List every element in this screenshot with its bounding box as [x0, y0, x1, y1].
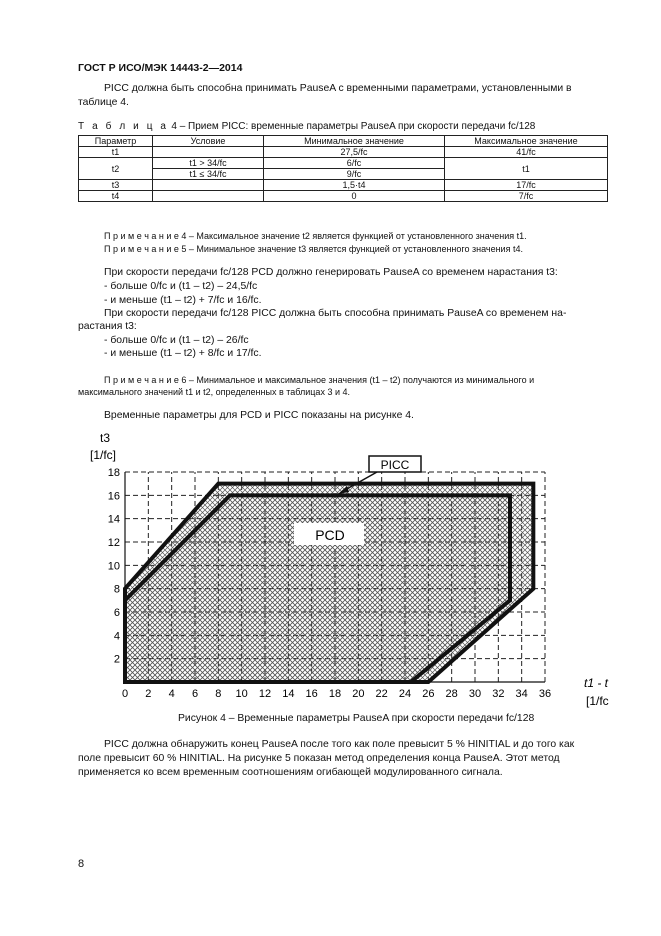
- figure-4-chart: [0, 420, 661, 720]
- cell-max: 7/fc: [445, 191, 608, 202]
- cell-cond: [153, 180, 264, 191]
- cell-min: 6/fc: [264, 158, 445, 169]
- cell-min: 27,5/fc: [264, 147, 445, 158]
- cell-max: 17/fc: [445, 180, 608, 191]
- note-5-label: П р и м е ч а н и е: [104, 244, 179, 254]
- header-param: Параметр: [79, 136, 153, 147]
- x-tick-label: 8: [215, 688, 222, 700]
- cell-param: t3: [79, 180, 153, 191]
- x-tick-label: 26: [422, 688, 435, 700]
- cell-param: t2: [79, 158, 153, 180]
- table-row: [79, 180, 608, 191]
- y-tick-label: 4: [113, 630, 120, 643]
- y-tick-label: 16: [107, 490, 120, 503]
- picc-line-2: растания t3:: [78, 321, 137, 332]
- cell-min: 9/fc: [264, 169, 445, 180]
- intro-line-2: таблице 4.: [78, 97, 129, 108]
- cell-cond: t1 ≤ 34/fc: [153, 169, 264, 180]
- cell-param: t1: [79, 147, 153, 158]
- page-number: 8: [78, 858, 85, 870]
- x-tick-label: 20: [352, 688, 365, 700]
- note-6-line-2: максимального значений t1 и t2, определенных в таблицах 3 и 4.: [78, 387, 350, 397]
- cell-max: t1: [445, 158, 608, 180]
- cell-cond: [153, 147, 264, 158]
- x-tick-label: 34: [515, 688, 528, 700]
- picc-bullet-2: - и меньше (t1 – t2) + 8/fc и 17/fc.: [104, 348, 262, 359]
- x-tick-label: 30: [468, 688, 482, 700]
- x-tick-label: 6: [191, 688, 199, 700]
- x-tick-label: 10: [235, 688, 248, 700]
- table-caption: [78, 121, 535, 132]
- x-tick-label: 28: [445, 688, 458, 700]
- x-axis-unit: [1/fc: [586, 694, 609, 708]
- note-5: [104, 243, 523, 255]
- x-tick-label: 4: [168, 688, 175, 700]
- note-4: [104, 230, 527, 242]
- header-max: Максимальное значение: [445, 136, 608, 147]
- note-6-label: П р и м е ч а н и е: [104, 375, 179, 385]
- x-tick-label: 0: [121, 688, 129, 700]
- y-tick-label: 2: [113, 653, 120, 666]
- cell-min: 0: [264, 191, 445, 202]
- x-tick-label: 36: [538, 688, 552, 700]
- note-4-label: П р и м е ч а н и е: [104, 231, 179, 241]
- y-tick-label: 14: [107, 513, 120, 526]
- cell-max: 41/fc: [445, 147, 608, 158]
- x-tick-label: 24: [398, 688, 412, 700]
- x-tick-label: 12: [258, 688, 272, 700]
- table-row: [79, 147, 608, 158]
- series-label-pcd: PCD: [315, 527, 345, 543]
- x-axis-label-top: t1 - t: [584, 676, 609, 690]
- cell-min: 1,5·t4: [264, 180, 445, 191]
- document-header: ГОСТ Р ИСО/МЭК 14443-2—2014: [78, 62, 243, 74]
- x-tick-label: 14: [282, 688, 295, 700]
- header-min: Минимальное значение: [264, 136, 445, 147]
- cell-cond: [153, 191, 264, 202]
- note-5-text: 5 – Минимальное значение t3 является функцией от установленного значения t4.: [181, 244, 523, 254]
- x-tick-label: 22: [375, 688, 388, 700]
- note-4-text: 4 – Максимальное значение t2 является функцией от установленного значения t1.: [181, 231, 527, 241]
- y-tick-label: 10: [107, 560, 120, 573]
- closing-line-1: PICC должна обнаружить конец PauseA после того как поле превысит 5 % HINITIAL и до того как: [104, 739, 575, 750]
- header-cond: Условие: [153, 136, 264, 147]
- series-label-picc: PICC: [380, 458, 410, 472]
- table-caption-label: Т а б л и ц а: [78, 121, 169, 132]
- table-4: [78, 135, 608, 202]
- y-tick-label: 8: [113, 583, 120, 596]
- table-header-row: [79, 136, 608, 147]
- y-axis-unit: [1/fc]: [90, 448, 117, 462]
- figure-caption: Рисунок 4 – Временные параметры PauseA при скорости передачи fc/128: [178, 713, 535, 724]
- chart-shapes: [125, 484, 533, 682]
- table-row: [79, 158, 608, 169]
- y-tick-label: 6: [113, 607, 120, 619]
- note-6-text-1: 6 – Минимальное и максимальное значения (t1 – t2) получаются из минимального и: [181, 375, 535, 385]
- picc-bullet-1: - больше 0/fc и (t1 – t2) – 26/fc: [104, 335, 249, 346]
- figure-intro: Временные параметры для PCD и PICC показаны на рисунке 4.: [104, 410, 414, 421]
- table-row: [79, 191, 608, 202]
- picc-line-1: При скорости передачи fc/128 PICC должна быть способна принимать PauseA со временем на-: [104, 308, 567, 319]
- x-tick-label: 2: [145, 688, 152, 700]
- y-axis-label-top: t3: [100, 431, 111, 445]
- closing-line-2: поле превысит 60 % HINITIAL. На рисунке 5 показан метод определения конца PauseA. Этот метод: [78, 753, 560, 764]
- cell-param: t4: [79, 191, 153, 202]
- y-tick-label: 18: [107, 467, 120, 479]
- table-caption-text: 4 – Прием PICC: временные параметры PauseA при скорости передачи fc/128: [171, 121, 536, 132]
- x-tick-label: 32: [492, 688, 505, 700]
- intro-line-1: PICC должна быть способна принимать PauseA с временными параметрами, установленными в: [104, 83, 572, 94]
- pcd-bullet-2: - и меньше (t1 – t2) + 7/fc и 16/fc.: [104, 295, 262, 306]
- note-6: [104, 374, 534, 386]
- pcd-bullet-1: - больше 0/fc и (t1 – t2) – 24,5/fc: [104, 281, 258, 292]
- x-tick-label: 16: [305, 688, 318, 700]
- y-tick-label: 12: [107, 537, 120, 549]
- x-tick-label: 18: [328, 688, 342, 700]
- pcd-line: При скорости передачи fc/128 PCD должно генерировать PauseA со временем нарастания t3:: [104, 267, 558, 278]
- closing-line-3: применяется ко всем временным соотношениям огибающей модулированного сигнала.: [78, 767, 503, 778]
- cell-cond: t1 > 34/fc: [153, 158, 264, 169]
